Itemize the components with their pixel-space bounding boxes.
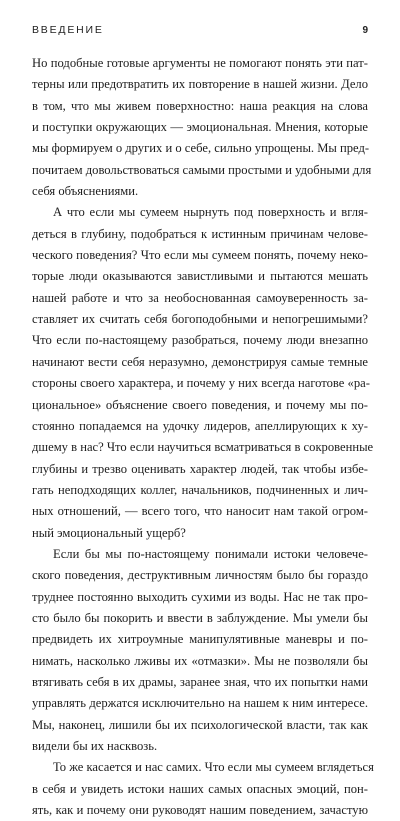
text-line: ского поведения, деструктивным личностям было бы гораздо: [32, 568, 368, 583]
body-text: [32, 53, 374, 821]
text-line: А что если мы сумеем нырнуть под поверхность и вгля-: [53, 205, 368, 220]
text-line: циональное» объяснение своего поведения, и почему мы по-: [32, 397, 368, 412]
text-line: То же касается и нас самих. Что если мы сумеем вглядеться: [53, 760, 374, 775]
text-line: сто было бы покорить и ввести в заблуждение. Мы умели бы: [32, 610, 368, 625]
text-line: нашей работе и что за необоснованная самоуверенность за-: [32, 290, 368, 305]
text-line: и поступки окружающих — эмоциональная. Мнения, которые: [32, 120, 368, 135]
text-line: дшему в нас? Что если научиться всматриваться в сокровенные: [32, 440, 374, 455]
running-header: [32, 24, 368, 38]
text-line: ный эмоциональный ущерб?: [32, 525, 186, 540]
text-line: начинают вести себя неразумно, демонстрируя самые темные: [32, 354, 368, 369]
text-line: управлять держатся исключительно на нашем к ним интересе.: [32, 696, 368, 711]
text-line: торые люди оказываются завистливыми и пытаются мешать: [32, 269, 368, 284]
text-line: гать неподходящих коллег, начальников, подчиненных и лич-: [32, 482, 368, 497]
text-line: втягивать себя в их драмы, заранее зная, что их попытки нами: [32, 674, 368, 689]
text-line: предвидеть их хитроумные манипулятивные маневры и по-: [32, 632, 368, 647]
section-title: ВВЕДЕНИЕ: [32, 24, 104, 36]
text-line: ставляет их считать себя богоподобными и непогрешимыми?: [32, 312, 368, 327]
text-line: труднее постоянно выходить сухими из воды. Нас не так про-: [32, 589, 368, 604]
text-line: терны или предотвратить их повторение в нашей жизни. Дело: [32, 77, 368, 92]
text-line: видели бы их насквозь.: [32, 739, 158, 753]
text-line: Но подобные готовые аргументы не помогают понять эти пат-: [32, 56, 368, 70]
text-line: в себя и увидеть истоки наших самых опасных эмоций, пон-: [32, 781, 368, 796]
text-line: ять, как и почему они руководят нашим поведением, зачастую: [32, 803, 368, 818]
text-line: нимать, насколько лживы их «отмазки». Мы не позволяли бы: [32, 653, 368, 668]
text-line: Если бы мы по-настоящему понимали истоки человече-: [53, 546, 368, 561]
text-line: ных отношений, — всего того, что наносит нам такой огром-: [32, 504, 368, 519]
text-line: в том, что мы живем поверхностно: наша реакция на слова: [32, 98, 368, 113]
text-line: себя объяснениями.: [32, 184, 139, 199]
text-line: Что если по-настоящему разобраться, почему люди внезапно: [32, 333, 368, 348]
text-line: почитаем довольствоваться самыми простыми и удобными для: [32, 162, 372, 177]
text-line: глубины и трезво оценивать характер людей, так чтобы избе-: [32, 461, 368, 476]
page-number: 9: [362, 25, 368, 36]
text-line: Мы, наконец, лишили бы их психологической власти, так как: [32, 717, 368, 732]
text-line: стороны своего характера, и почему у них всегда наготове «ра-: [32, 376, 370, 391]
text-line: ческого поведения? Что если мы сумеем понять, почему неко-: [32, 248, 368, 263]
text-line: мы формируем о других и о себе, сильно упрощены. Мы пред-: [32, 141, 370, 156]
text-line: стоянно попадаемся на удочку лидеров, апеллирующих к ху-: [32, 418, 368, 433]
text-line: деться в глубину, подобраться к истинным причинам челове-: [32, 226, 368, 241]
